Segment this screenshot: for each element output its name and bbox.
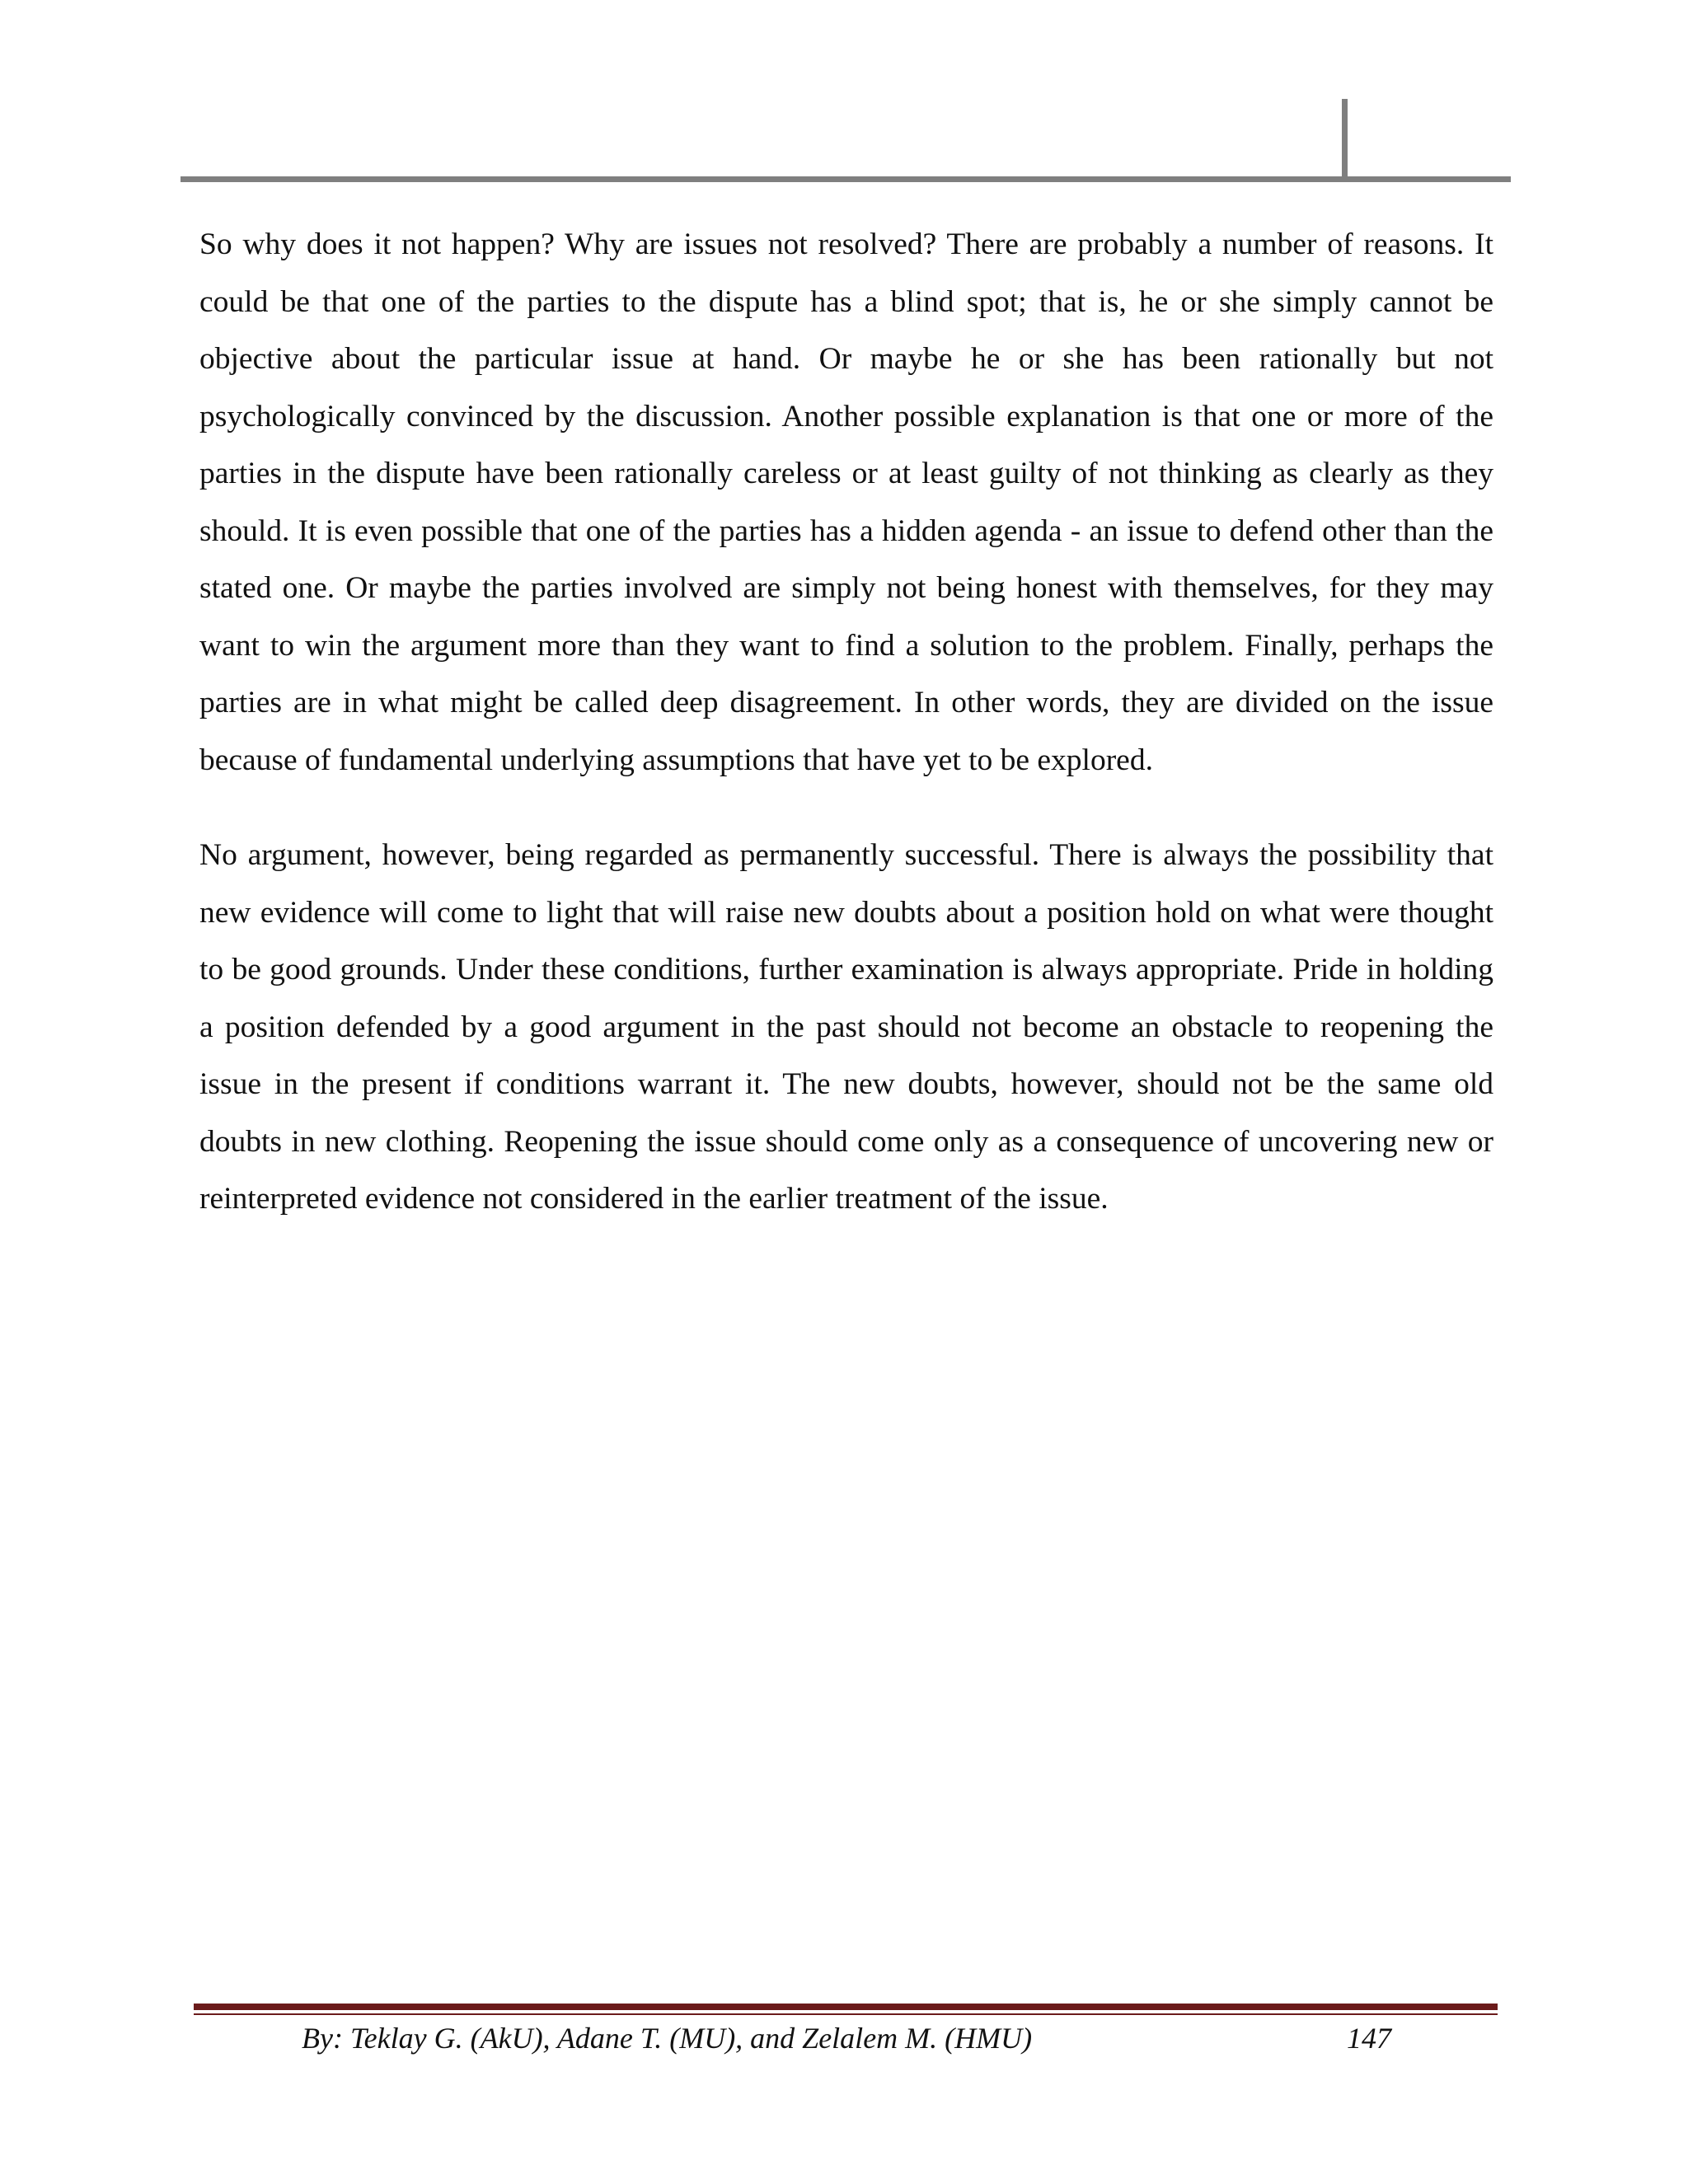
- paragraph-1: So why does it not happen? Why are issues not resolved? There are probably a number of reasons. It could be that one of the parties to the dispute has a blind spot; that is, he or she simply cannot be objective about the particular issue at hand. Or maybe he or she has been rationally but not psychologically convinced by the discussion. Another possible explanation is that one or more of the parties in the dispute have been rationally careless or at least guilty of not thinking as clearly as they should. It is even possible that one of the parties has a hidden agenda - an issue to defend other than the stated one. Or maybe the parties involved are simply not being honest with themselves, for they may want to win the argument more than they want to find a solution to the problem. Finally, perhaps the parties are in what might be called deep disagreement. In other words, they are divided on the issue because of fundamental underlying assumptions that have yet to be explored.: [199, 227, 1493, 777]
- footer-authors: By: Teklay G. (AkU), Adane T. (MU), and Zelalem M. (HMU): [302, 2022, 1033, 2055]
- body-text: [199, 216, 1493, 1228]
- header-rule: [181, 176, 1511, 182]
- paragraph-2: No argument, however, being regarded as permanently successful. There is always the possibility that new evidence will come to light that will raise new doubts about a position hold on what were thought to be good grounds. Under these conditions, further examination is always appropriate. Pride in holding a position defended by a good argument in the past should not become an obstacle to reopening the issue in the present if conditions warrant it. The new doubts, however, should not be the same old doubts in new clothing. Reopening the issue should come only as a consequence of uncovering new or reinterpreted evidence not considered in the earlier treatment of the issue.: [199, 838, 1493, 1216]
- page-number: 147: [1347, 2022, 1391, 2055]
- footer-rule-thick: [194, 2004, 1498, 2010]
- header-tick: [1342, 99, 1348, 180]
- footer-rule-thin: [194, 2013, 1498, 2015]
